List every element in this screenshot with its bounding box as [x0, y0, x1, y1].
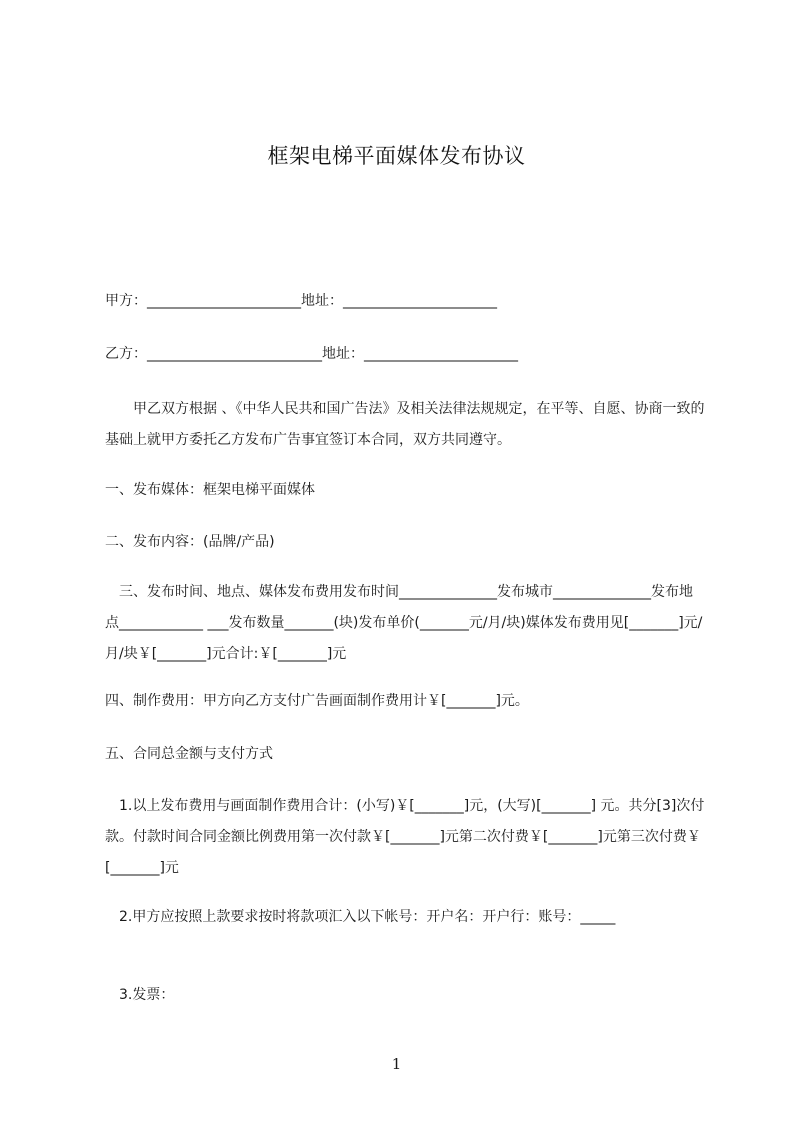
section-5-payment-heading: 五、合同总金额与支付方式: [105, 746, 273, 762]
intro-paragraph: 甲乙双方根据 、《中华人民共和国广告法》及相关法律法规规定，在平等、自愿、协商一致的基础上就甲方委托乙方发布广告事宜签订本合同，双方共同遵守。: [105, 401, 705, 448]
document-title: 框架电梯平面媒体发布协议: [267, 144, 526, 168]
section-4-production-fee: 四、制作费用：甲方向乙方支付广告画面制作费用计￥[_______]元。: [105, 693, 529, 709]
payment-item-1: 1.以上发布费用与画面制作费用合计：(小写)￥[_______]元，(大写)[_______] 元。共分[3]次付款。付款时间合同金额比例费用第一次付款￥[_______]元第二次付费￥[_______]元第三次付费￥[_______]元: [105, 798, 705, 876]
payment-item-2: 2.甲方应按照上款要求按时将款项汇入以下帐号：开户名：开户行：账号：_____: [105, 909, 616, 925]
party-b-line: 乙方：_________________________地址：______________________: [105, 346, 518, 362]
page-number: 1: [391, 1055, 402, 1073]
section-3-schedule-fees: 三、发布时间、地点、媒体发布费用发布时间______________发布城市______________发布地点____________ ___发布数量_______(块)发布单价(_______元/月/块)媒体发布费用见[_______]元/月/块￥[_______]元合计:￥[_______]元: [105, 584, 703, 662]
section-2-content: 二、发布内容：(品牌/产品): [105, 534, 275, 550]
party-a-line: 甲方：______________________地址：______________________: [105, 293, 497, 309]
section-1-media: 一、发布媒体：框架电梯平面媒体: [105, 482, 315, 498]
payment-item-3-invoice: 3.发票：: [105, 987, 175, 1003]
